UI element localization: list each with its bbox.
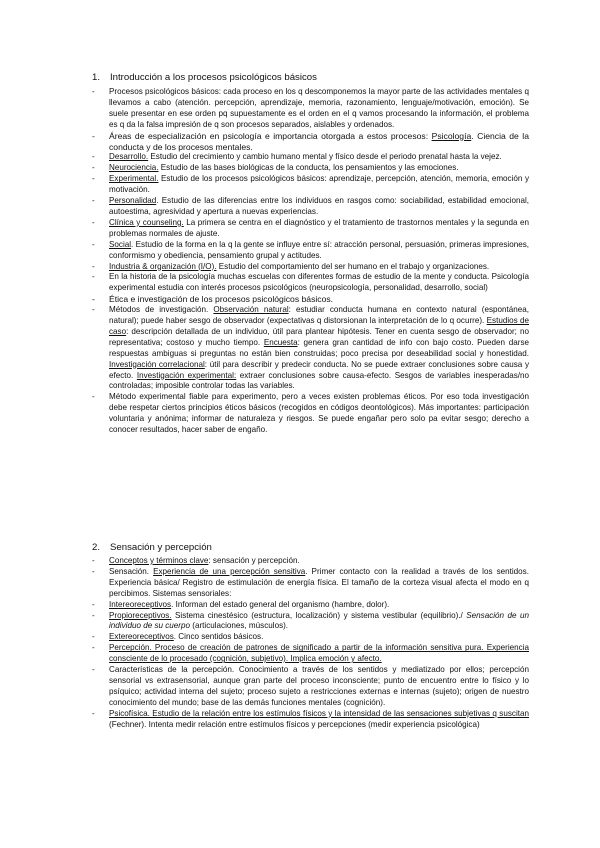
list-item: - Desarrollo. Estudio del crecimiento y cambio humano mental y físico desde el periodo prenatal hasta la vejez. bbox=[0, 152, 529, 163]
section-2-list bbox=[0, 556, 600, 731]
list-item: - Intereoreceptivos. Informan del estado general del organismo (hambre, dolor). bbox=[0, 600, 529, 611]
list-item: - Industria & organización (I/O). Estudio del comportamiento del ser humano en el trabajo y organizaciones. bbox=[0, 262, 529, 273]
list-item: - Clínica y counseling. La primera se centra en el diagnóstico y el tratamiento de trastornos mentales y la segunda en problemas normales de ajuste. bbox=[0, 218, 529, 240]
list-item: - Características de la percepción. Conocimiento a través de los sentidos y mediatizado por ellos; percepción sensorial vs extrasensorial, aunque gran parte del proceso inconsciente; punto de encuentro entre lo físico y lo psíquico; actividad interna del sujeto; proceso sujeto a restricciones externas e internas (sujeto); origen de nuestro conocimiento del mundo; base de las demás funciones mentales (cognición). bbox=[0, 665, 529, 709]
section-2-heading bbox=[92, 542, 212, 554]
list-item: - Métodos de investigación. Observación natural: estudiar conducta humana en contexto natural (espontánea, natural); puede haber sesgo de observador (expectativas q distorsionan la interpretación de lo q ocurre). Estudios de caso: descripción detallada de un individuo, útil para plantear hipótesis. Tener en cuenta sesgo de observador; no representativa; costoso y mucho tiempo. Encuesta: genera gran cantidad de info con bajo costo. Pueden darse respuestas ambiguas si preguntas no están bien construidas; poco precisa por deseabilidad social y honestidad. Investigación correlacional: útil para describir y predecir conducta. No se puede extraer conclusiones sobre causa y efecto. Investigación experimental: extraer conclusiones sobre causa-efecto. Sesgos de variables inesperadas/no controladas; imposible controlar todas las variables. bbox=[0, 305, 529, 392]
list-item: - Ética e investigación de los procesos psicológicos básicos. bbox=[0, 294, 529, 305]
section-1-heading bbox=[92, 72, 317, 84]
list-item: - Conceptos y términos clave: sensación y percepción. bbox=[0, 556, 529, 567]
list-item: - Psicofísica. Estudio de la relación entre los estímulos físicos y la intensidad de las sensaciones subjetivas q suscitan (Fechner). Intenta medir relación entre estímulos físicos y percepciones (medir experiencia psicológica) bbox=[0, 709, 529, 731]
list-item: - Extereoreceptivos. Cinco sentidos básicos. bbox=[0, 632, 529, 643]
list-item: - Procesos psicológicos básicos: cada proceso en los q descomponemos la mayor parte de las actividades mentales q llevamos a cabo (atención. percepción, aprendizaje, memoria, razonamiento, lenguaje/motivación, emoción). Se suele presentar en ese orden pq supuestamente es el orden en el q vamos procesando la información, el problema es q da la falsa impresión de q son procesos separados, aislables y ordenados. bbox=[0, 87, 529, 131]
section-1-number: 1. bbox=[92, 72, 101, 83]
list-item: - Social. Estudio de la forma en la q la gente se influye entre sí: atracción personal, persuasión, primeras impresiones, conformismo y obediencia, pensamiento grupal y actitudes. bbox=[0, 240, 529, 262]
section-1-list bbox=[0, 87, 600, 436]
list-item: - Áreas de especialización en psicología e importancia otorgada a estos procesos: Psicología. Ciencia de la conducta y de los procesos mentales. bbox=[0, 131, 529, 153]
list-item: - Experimental. Estudio de los procesos psicológicos básicos: aprendizaje, percepción, atención, memoria, emoción y motivación. bbox=[0, 174, 529, 196]
list-item: - Propioreceptivos. Sistema cinestésico (estructura, localización) y sistema vestibular (equilibrio)./ Sensación de un individuo de su cuerpo (articulaciones, músculos). bbox=[0, 611, 529, 633]
list-item: - Personalidad. Estudio de las diferencias entre los individuos en rasgos como: sociabilidad, estabilidad emocional, autoestima, agresividad y apertura a nuevas experiencias. bbox=[0, 196, 529, 218]
list-item: - Método experimental fiable para experimento, pero a veces existen problemas éticos. Por eso toda investigación debe respetar ciertos principios éticos básicos (recogidos en códigos deontológicos). Más importantes: participación voluntaria y anónima; informar de naturaleza y riesgos. Se puede engañar pero solo pa evitar sesgo; derecho a conocer resultados, hacer saber de engaño. bbox=[0, 392, 529, 436]
list-item: - En la historia de la psicología muchas escuelas con diferentes formas de estudio de la mente y conducta. Psicología experimental estudia con interés procesos psicológicos (neuropsicología, personalidad, desarrollo, social) bbox=[0, 272, 529, 294]
section-2-title: Sensación y percepción bbox=[110, 542, 212, 553]
list-item: - Sensación. Experiencia de una percepción sensitiva. Primer contacto con la realidad a través de los sentidos. Experiencia básica/ Registro de estimulación de energía física. El tamaño de la corteza visual afecta el modo en q percibimos. Sistemas sensoriales: bbox=[0, 567, 529, 600]
list-item: - Percepción. Proceso de creación de patrones de significado a partir de la información sensitiva pura. Experiencia consciente de lo procesado (cognición, subjetivo). Implica emoción y afecto. bbox=[0, 643, 529, 665]
section-2-number: 2. bbox=[92, 542, 101, 553]
list-item: - Neurociencia. Estudio de las bases biológicas de la conducta, los pensamientos y las emociones. bbox=[0, 163, 529, 174]
section-1-title: Introducción a los procesos psicológicos básicos bbox=[110, 72, 317, 83]
